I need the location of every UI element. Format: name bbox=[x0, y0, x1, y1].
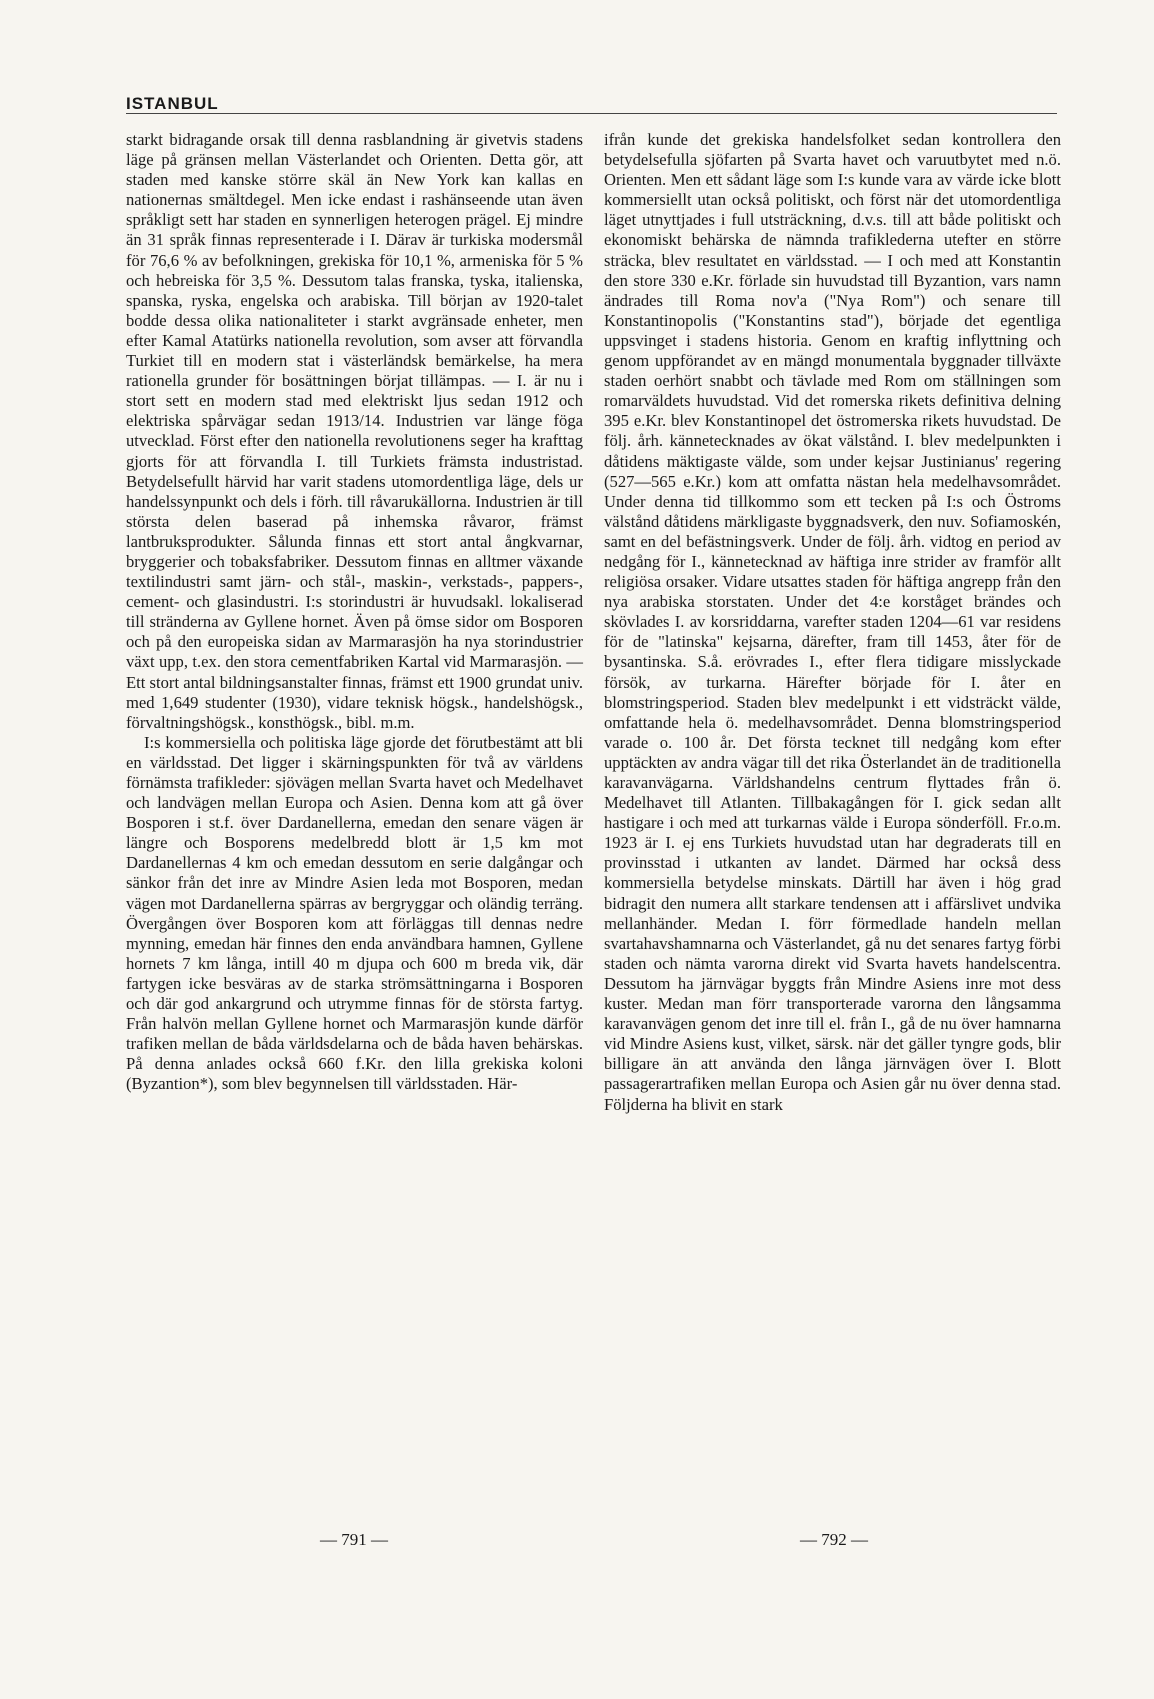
left-column bbox=[126, 130, 583, 1095]
paragraph: I:s kommersiella och politiska läge gjorde det förutbestämt att bli en världsstad. Det ligger i skärningspunkten för två av världens förnämsta trafikleder: sjövägen mellan Svarta havet och Medelhavet och landvägen mellan Europa och Asien. Denna kom att gå över Bosporen i st.f. över Dardanellerna, emedan den senare vägen är längre och Bosporens medelbredd blott är 1,5 km mot Dardanellernas 4 km och emedan dessutom en serie dalgångar och sänkor från det inre av Mindre Asien leda mot Bosporen, medan vägen mot Dardanellerna spärras av bergryggar och oländig terräng. Övergången över Bosporen kom att förläggas till dennas nedre mynning, emedan här finnes den enda användbara hamnen, Gyllene hornets 7 km långa, intill 40 m djupa och 600 m breda vik, där fartygen icke besväras av de starka strömsättningarna i Bosporen och där god ankargrund och utrymme finnas för de största fartyg. Från halvön mellan Gyllene hornet och Marmarasjön kunde därför trafiken mellan de båda världsdelarna och de båda haven behärskas. På denna anlades också 660 f.Kr. den lilla grekiska koloni (Byzantion*), som blev begynnelsen till världsstaden. Här- bbox=[126, 732, 583, 1094]
page-number-left: — 791 — bbox=[320, 1530, 388, 1549]
running-head: ISTANBUL bbox=[126, 94, 219, 113]
header-rule bbox=[126, 113, 1057, 114]
page-number-right: — 792 — bbox=[800, 1530, 868, 1549]
paragraph: ifrån kunde det grekiska handelsfolket sedan kontrollera den betydelsefulla sjöfarten på Svarta havet och varuutbytet med n.ö. Orienten. Men ett sådant läge som I:s kunde vara av värde icke blott kommersiellt utan också politiskt, och först när det utomordentliga läget utnyttjades i full utsträckning, d.v.s. till att både politiskt och ekonomiskt behärska de nämnda trafiklederna utefter en större sträcka, blev resultatet en världsstad. — I och med att Konstantin den store 330 e.Kr. förlade sin huvudstad till Byzantion, vars namn ändrades till Roma nov'a ("Nya Rom") och senare till Konstantinopolis ("Konstantins stad"), började det egentliga uppsvinget i stadens historia. Genom en kraftig inflyttning och genom uppförandet av en mängd monumentala byggnader tillväxte staden oerhört snabbt och tävlade med Rom om ställningen som romarväldets huvudstad. Vid det romerska rikets definitiva delning 395 e.Kr. blev Konstantinopel det östromerska rikets huvudstad. De följ. årh. kännetecknades av ökat välstånd. I. blev medelpunkten i dåtidens mäktigaste välde, som under kejsar Justinianus' regering (527—565 e.Kr.) kom att omfatta nästan hela medelhavsområdet. Under denna tid tillkommo som ett tecken på I:s och Östroms välstånd dåtidens märkligaste byggnadsverk, den nuv. Sofiamoskén, samt en del befästningsverk. Under de följ. årh. vidtog en period av nedgång för I., kännetecknad av häftiga inre strider av framför allt religiösa orsaker. Vidare utsattes staden för häftiga angrepp från den nya arabiska storstaten. Under det 4:e korståget brändes och skövlades I. av korsriddarna, varefter staden 1204—61 var residens för de "latinska" kejsarna, därefter, fram till 1453, åter för de bysantinska. S.å. erövrades I., efter flera tidigare misslyckade försök, av turkarna. Härefter började för I. åter en blomstringsperiod. Staden blev medelpunkt i ett vidsträckt välde, omfattande hela ö. medelhavsområdet. Denna blomstringsperiod varade o. 100 år. Det första tecknet till nedgång kom efter upptäckten av andra vägar till det rika Österlandet än de traditionella karavanvägarna. Världshandelns centrum flyttades från ö. Medelhavet till Atlanten. Tillbakagången för I. gick sedan allt hastigare i och med att turkarnas välde i Europa sönderföll. Fr.o.m. 1923 är I. ej ens Turkiets huvudstad utan har degraderats till en provinsstad i utkanten av landet. Därmed har också dess kommersiella betydelse minskats. Därtill har även i hög grad bidragit den numera allt starkare tendensen att i affärslivet undvika mellanhänder. Medan I. förr förmedlade handeln mellan svartahavshamnarna och Västerlandet, gå nu det senares fartyg förbi staden och nämta varorna direkt vid Svarta havets handelscentra. Dessutom ha järnvägar byggts från Mindre Asiens inre mot dess kuster. Medan man förr transporterade varorna den långsamma karavanvägen genom det inre till el. från I., gå de nu över hamnarna vid Mindre Asiens kust, vilket, särsk. när det gäller tyngre gods, blir billigare än att använda den långa järnvägen över I. Blott passagerartrafiken mellan Europa och Asien går nu över denna stad. Följderna ha blivit en stark bbox=[604, 130, 1061, 1114]
paragraph: starkt bidragande orsak till denna rasblandning är givetvis stadens läge på gränsen mellan Västerlandet och Orienten. Detta gör, att staden med kanske större skäl än New York kan kallas en nationernas smältdegel. Men icke endast i rashänseende utan även språkligt sett har staden en synnerligen heterogen prägel. Ej mindre än 31 språk finnas representerade i I. Därav är turkiska modersmål för 76,6 % av befolkningen, grekiska för 10,1 %, armeniska för 5 % och hebreiska för 3,5 %. Dessutom talas franska, tyska, italienska, spanska, ryska, engelska och arabiska. Till början av 1920-talet bodde dessa olika nationaliteter i starkt avgränsade enheter, men efter Kamal Atatürks nationella revolution, som avser att förvandla Turkiet till en modern stat i västerländsk bemärkelse, ha mera rationella grunder för bosättningen börjat tillämpas. — I. är nu i stort sett en modern stad med elektriskt ljus sedan 1912 och elektriska spårvägar sedan 1913/14. Industrien var länge föga utvecklad. Först efter den nationella revolutionens seger ha krafttag gjorts för att förvandla I. till Turkiets främsta industristad. Betydelsefullt härvid har varit stadens utomordentliga läge, dels ur handelssynpunkt och dels i förh. till råvarukällorna. Industrien är till största delen baserad på inhemska råvaror, främst lantbruksprodukter. Sålunda finnas ett stort antal ångkvarnar, bryggerier och tobaksfabriker. Dessutom finnas en alltmer växande textilindustri samt järn- och stål-, maskin-, verkstads-, pappers-, cement- och glasindustri. I:s storindustri är huvudsakl. lokaliserad till stränderna av Gyllene hornet. Även på ömse sidor om Bosporen och på den europeiska sidan av Marmarasjön ha nya storindustrier växt upp, t.ex. den stora cementfabriken Kartal vid Marmarasjön. — Ett stort antal bildningsanstalter finnas, främst ett 1900 grundat univ. med 1,649 studenter (1930), vidare teknisk högsk., handelshögsk., förvaltningshögsk., konsthögsk., bibl. m.m. bbox=[126, 130, 583, 732]
right-column bbox=[604, 130, 1061, 1115]
